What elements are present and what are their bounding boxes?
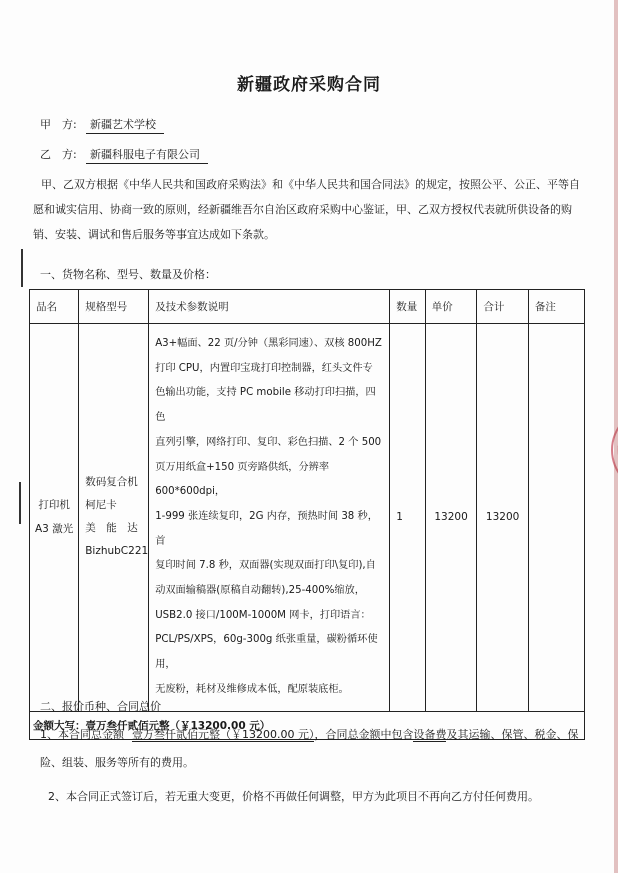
intro-line: 愿和诚实信用、协商一致的原则，经新疆维吾尔自治区政府采购中心鉴证，甲、乙双方授权代表就所供设备的购 (33, 203, 572, 216)
clause-1-line-1 (40, 728, 578, 742)
header-qty: 数量 (390, 290, 426, 324)
header-name: 品名 (30, 290, 79, 324)
spec-line: 1-999 张连续复印，2G 内存，预热时间 38 秒，首 (155, 510, 378, 547)
party-b-value: 新疆科服电子有限公司 (86, 146, 208, 164)
intro-paragraph (33, 172, 585, 247)
item-model-line: 数码复合机 (85, 476, 138, 489)
clause-1-amount: 壹万叁仟贰佰元整（￥13200.00 元） (132, 728, 315, 741)
item-model-cell (79, 324, 149, 712)
header-note: 备注 (528, 290, 584, 324)
margin-binding-mark (19, 482, 21, 524)
header-model: 规格型号 (79, 290, 149, 324)
item-name-line: A3 激光 (35, 523, 74, 536)
section-2-title: 二、报价币种、合同总价 (40, 700, 161, 713)
item-note (528, 324, 584, 712)
header-spec: 及技术参数说明 (149, 290, 390, 324)
page-edge-shadow (614, 0, 618, 873)
intro-line: 销、安装、调试和售后服务等事宜达成如下条款。 (33, 228, 275, 241)
spec-line: 直列引擎，网络打印、复印、彩色扫描、2 个 500 (155, 436, 382, 448)
item-unit-price: 13200 (425, 324, 477, 712)
clause-1-part1: 1、本合同总金额 (40, 728, 124, 741)
item-name-line: 打印机 (38, 499, 70, 512)
clause-2: 2、本合同正式签订后，若无重大变更，价格不再做任何调整，甲方为此项目不再向乙方付任何费用。 (48, 790, 539, 803)
spec-line: PCL/PS/XPS，60g-300g 纸张重量，碳粉循环使用， (155, 634, 378, 671)
spec-line: 无废粉，耗材及维修成本低，配原装底柜。 (155, 683, 349, 695)
document-title: 新疆政府采购合同 (237, 75, 381, 95)
party-a-label: 甲 方: (40, 118, 77, 131)
table-row (30, 324, 585, 712)
header-unit-price: 单价 (425, 290, 477, 324)
table-header-row (30, 290, 585, 324)
item-model-line: 柯尼卡 (85, 499, 117, 512)
spec-line: 色输出功能，支持 PC mobile 移动打印扫描，四色 (155, 387, 376, 424)
item-name-cell (30, 324, 79, 712)
clause-1-line-2: 险、组装、服务等所有的费用。 (40, 756, 194, 769)
item-model-line: 美 能 达 (85, 522, 138, 535)
item-spec-cell (149, 324, 390, 712)
spec-line: A3+幅面、22 页/分钟（黑彩同速）、双核 800HZ (155, 338, 382, 349)
spec-line: 动双面输稿器(原稿自动翻转),25-400%缩放， (155, 585, 365, 597)
party-b-label: 乙 方: (40, 148, 77, 161)
item-model-line: BizhubC221 (85, 545, 149, 558)
header-total: 合计 (477, 290, 529, 324)
section-1-title: 一、货物名称、型号、数量及价格： (40, 268, 216, 281)
spec-line: 页万用纸盒+150 页旁路供纸，分辨率 600*600dpi， (155, 461, 330, 498)
clause-1-part3: 及其运输、保管、税金、保 (446, 728, 579, 741)
margin-binding-mark (21, 249, 23, 287)
item-qty: 1 (390, 324, 426, 712)
goods-table (29, 289, 585, 740)
clause-1-part2: ，合同总金额中包含 (314, 728, 414, 741)
clause-1-highlight: 设备费 (413, 728, 447, 741)
item-total: 13200 (477, 324, 529, 712)
intro-line: 甲、乙双方根据《中华人民共和国政府采购法》和《中华人民共和国合同法》的规定，按照公平、公正、平等自 (41, 178, 580, 191)
spec-line: USB2.0 接口/100M-1000M 网卡，打印语言： (155, 609, 371, 621)
party-a-value: 新疆艺术学校 (86, 116, 164, 134)
spec-line: 打印 CPU，内置印宝珑打印控制器，红头文件专 (155, 362, 373, 374)
amount-in-words: 金额大写：壹万叁仟贰佰元整（￥13200.00 元） (30, 711, 585, 739)
spec-line: 复印时间 7.8 秒，双面器(实现双面打印\复印),自 (155, 560, 376, 572)
